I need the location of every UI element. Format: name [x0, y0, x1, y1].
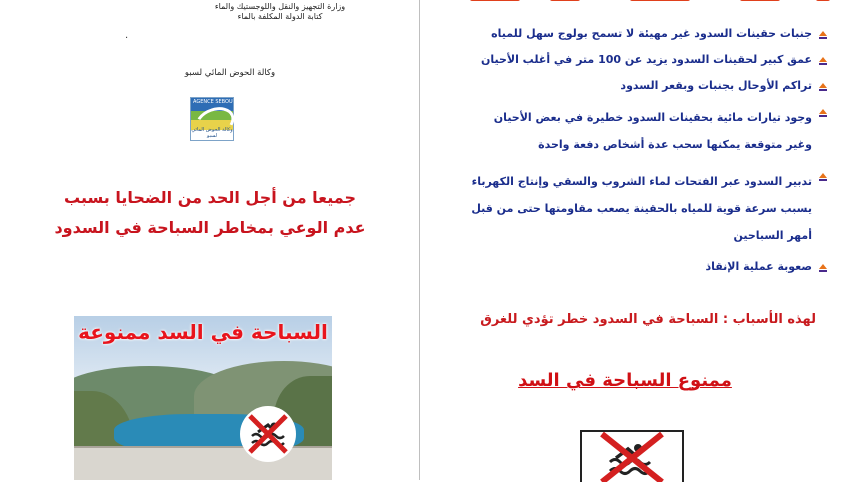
arrow-bullet-icon [818, 262, 828, 278]
column-divider [419, 0, 420, 480]
no-swimming-icon [580, 430, 684, 482]
ministry-line-2: كتابة الدولة المكلفة بالماء [237, 12, 323, 21]
cause-line: وجود تيارات مائية بحقينات السدود خطيرة في بعض الأحيان [493, 111, 812, 124]
arrow-bullet-icon [818, 81, 828, 97]
arrow-bullet-icon [818, 29, 828, 45]
arrow-bullet-icon [818, 55, 828, 71]
cause-item [438, 52, 834, 68]
cause-line: أمهر السباحين [733, 229, 812, 242]
headline-line-1: جميعا من أجل الحد من الضحايا بسبب [64, 188, 356, 207]
ministry-header [175, 2, 385, 22]
arrow-bullet-icon [818, 107, 828, 123]
cause-line: تدبير السدود عبر الفتحات لماء الشروب والسقي وإنتاج الكهرباء [471, 175, 812, 188]
no-swimming-icon [240, 406, 296, 462]
cause-line: يسبب سرعة قوية للمياه بالحقينة يصعب مقاومتها حتى من قبل [471, 202, 812, 215]
logo-caption: وكالة الحوض المائي لسبو [191, 127, 233, 139]
arrow-bullet-icon [818, 171, 828, 187]
headline-line-2: عدم الوعي بمخاطر السباحة في السدود [54, 218, 366, 237]
agency-name: وكالة الحوض المائي لسبو [184, 68, 276, 78]
cause-item [438, 168, 834, 249]
cause-line: جنبات حقينات السدود غير مهيئة لا تسمح بولوج سهل للمياه [491, 27, 812, 40]
forbidden-statement: ممنوع السباحة في السد [518, 370, 732, 391]
cause-item [438, 104, 834, 158]
cause-item [438, 259, 834, 275]
causes-list [438, 26, 834, 285]
cause-item [438, 26, 834, 42]
cause-line: صعوبة عملية الإنقاذ [705, 260, 812, 273]
cause-item [438, 78, 834, 94]
ministry-line-1: وزارة التجهيز والنقل واللوجستيك والماء [214, 2, 346, 11]
poster-title: السباحة في السد ممنوعة [78, 320, 328, 344]
cropped-top-heading [440, 0, 840, 5]
agency-logo [190, 97, 234, 141]
cause-line: تراكم الأوحال بجنبات وبقعر السدود [620, 79, 812, 92]
header-dot: . [125, 30, 129, 41]
reasons-statement: لهذه الأسباب : السباحة في السدود خطر تؤدي للغرق [480, 312, 816, 327]
campaign-headline [50, 183, 370, 243]
logo-top-text: AGENCE SEBOU [193, 99, 233, 105]
dam-poster-image [74, 316, 332, 480]
cause-line: وغير متوقعة يمكنها سحب عدة أشخاص دفعة واحدة [538, 138, 812, 151]
cause-line: عمق كبير لحقينات السدود يزيد عن 100 متر في أغلب الأحيان [480, 53, 812, 66]
